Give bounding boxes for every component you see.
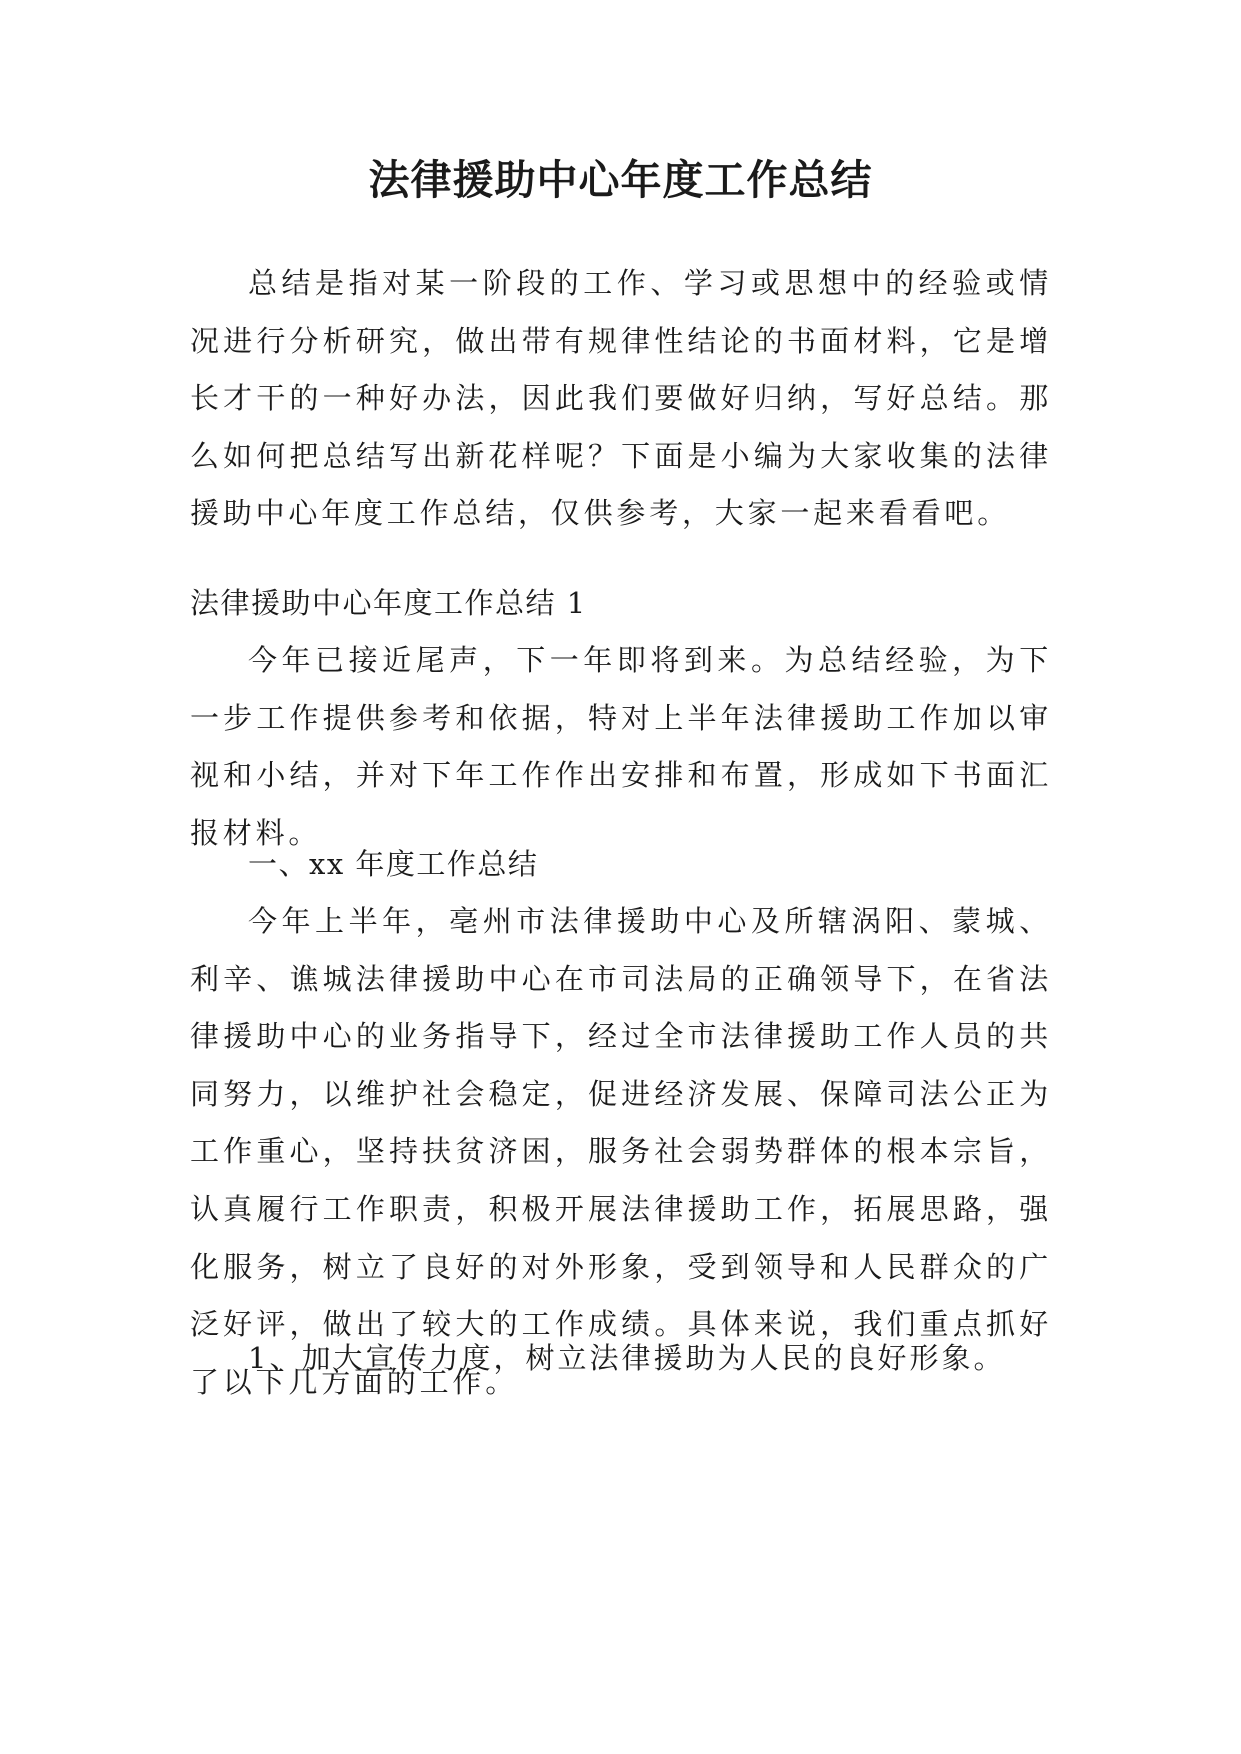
point-1: 1、加大宣传力度，树立法律援助为人民的良好形象。 <box>248 1341 1006 1375</box>
paragraph-2: 今年上半年，亳州市法律援助中心及所辖涡阳、蒙城、利辛、谯城法律援助中心在市司法局的正确领导下，在省法律援助中心的业务指导下，经过全市法律援助工作人员的共同努力，以维护社会稳定，促进经济发展、保障司法公正为工作重心，坚持扶贫济困，服务社会弱势群体的根本宗旨，认真履行工作职责，积极开展法律援助工作，拓展思路，强化服务，树立了良好的对外形象，受到领导和人民群众的广泛好评，做出了较大的工作成绩。具体来说，我们重点抓好了以下几方面的工作。 <box>190 904 1052 1399</box>
intro-paragraph: 总结是指对某一阶段的工作、学习或思想中的经验或情况进行分析研究，做出带有规律性结论的书面材料，它是增长才干的一种好办法，因此我们要做好归纳，写好总结。那么如何把总结写出新花样呢？下面是小编为大家收集的法律援助中心年度工作总结，仅供参考，大家一起来看看吧。 <box>190 266 1052 531</box>
section-heading: 法律援助中心年度工作总结 1 <box>190 586 587 620</box>
subheading: 一、xx 年度工作总结 <box>248 847 539 881</box>
paragraph-1: 今年已接近尾声，下一年即将到来。为总结经验，为下一步工作提供参考和依据，特对上半年法律援助工作加以审视和小结，并对下年工作作出安排和布置，形成如下书面汇报材料。 <box>190 643 1052 850</box>
document-title: 法律援助中心年度工作总结 <box>368 156 873 204</box>
